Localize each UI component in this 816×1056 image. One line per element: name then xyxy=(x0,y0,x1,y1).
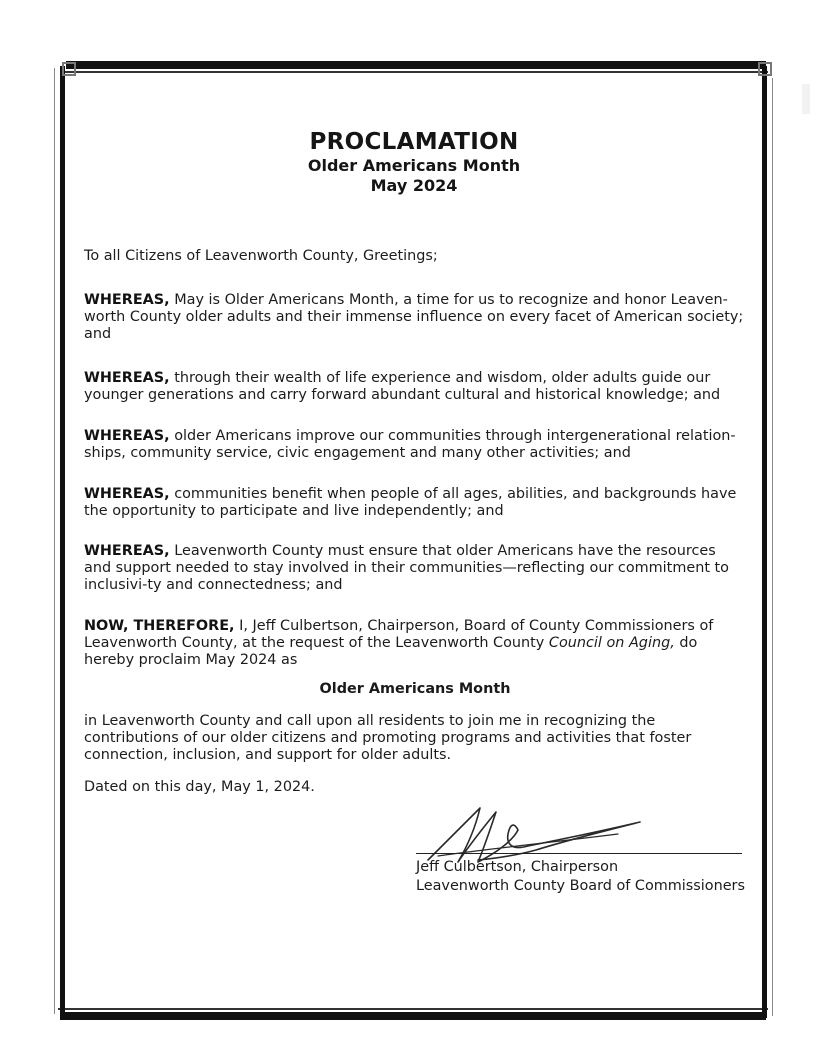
page-subtitle: Older Americans Month xyxy=(307,156,521,175)
proclaimed-title: Older Americans Month xyxy=(319,681,511,697)
signer-organization: Leavenworth County Board of Commissioners xyxy=(416,878,745,894)
whereas-text: older Americans improve our communities through intergenerational relation-ships, community service, civic engagement and many other activities; and xyxy=(84,428,736,461)
signature-line xyxy=(416,853,742,854)
border-corner-top-left xyxy=(62,62,76,76)
dated-line: Dated on this day, May 1, 2024. xyxy=(84,779,315,795)
border-right-outer xyxy=(772,78,773,1016)
page-title: PROCLAMATION xyxy=(309,129,519,155)
border-right xyxy=(762,66,767,1018)
signature-block xyxy=(416,858,745,896)
whereas-clause-3 xyxy=(84,428,746,462)
closing-paragraph: in Leavenworth County and call upon all residents to join me in recognizing the contributions of our older citizens and promoting programs and activities that foster connection, inclusion, and support for older adults. xyxy=(84,713,692,763)
whereas-clause-1 xyxy=(84,292,746,343)
whereas-lead: WHEREAS, xyxy=(84,486,170,502)
whereas-lead: WHEREAS, xyxy=(84,543,170,559)
border-bottom xyxy=(60,1012,766,1020)
therefore-clause xyxy=(84,618,746,669)
border-left xyxy=(60,66,65,1018)
whereas-lead: WHEREAS, xyxy=(84,292,170,308)
border-corner-top-right xyxy=(758,62,772,76)
signer-name: Jeff Culbertson, Chairperson xyxy=(416,859,619,875)
whereas-clause-5 xyxy=(84,543,746,594)
whereas-text: Leavenworth County must ensure that older Americans have the resources and support needed to stay involved in their communities—reflecting our commitment to inclusivi-ty and connectedness; and xyxy=(84,543,729,593)
therefore-text-before: I, Jeff Culbertson, Chairperson, Board of County Commissioners of Leavenworth County, at the request of the Leavenworth County xyxy=(84,618,714,651)
council-on-aging: Council on Aging, xyxy=(548,635,675,651)
whereas-lead: WHEREAS, xyxy=(84,428,170,444)
therefore-lead: NOW, THEREFORE, xyxy=(84,618,235,634)
whereas-lead: WHEREAS, xyxy=(84,370,170,386)
border-left-outer xyxy=(54,68,55,1014)
page-date: May 2024 xyxy=(370,176,458,195)
greeting: To all Citizens of Leavenworth County, Greetings; xyxy=(84,248,438,264)
whereas-text: through their wealth of life experience and wisdom, older adults guide our younger generations and carry forward abundant cultural and historical knowledge; and xyxy=(84,370,721,403)
scan-artifact xyxy=(802,84,810,114)
whereas-clause-4 xyxy=(84,486,746,520)
therefore-text-after: do hereby proclaim May 2024 as xyxy=(84,635,698,668)
proclamation-header xyxy=(84,128,744,196)
border-top xyxy=(66,61,766,69)
whereas-text: communities benefit when people of all ages, abilities, and backgrounds have the opportunity to participate and live independently; and xyxy=(84,486,737,519)
border-top-inner xyxy=(64,71,768,73)
whereas-text: May is Older Americans Month, a time for us to recognize and honor Leaven-worth County older adults and their immense influence on every facet of American society; and xyxy=(84,292,744,342)
whereas-clause-2 xyxy=(84,370,746,404)
border-bottom-inner xyxy=(58,1008,768,1010)
